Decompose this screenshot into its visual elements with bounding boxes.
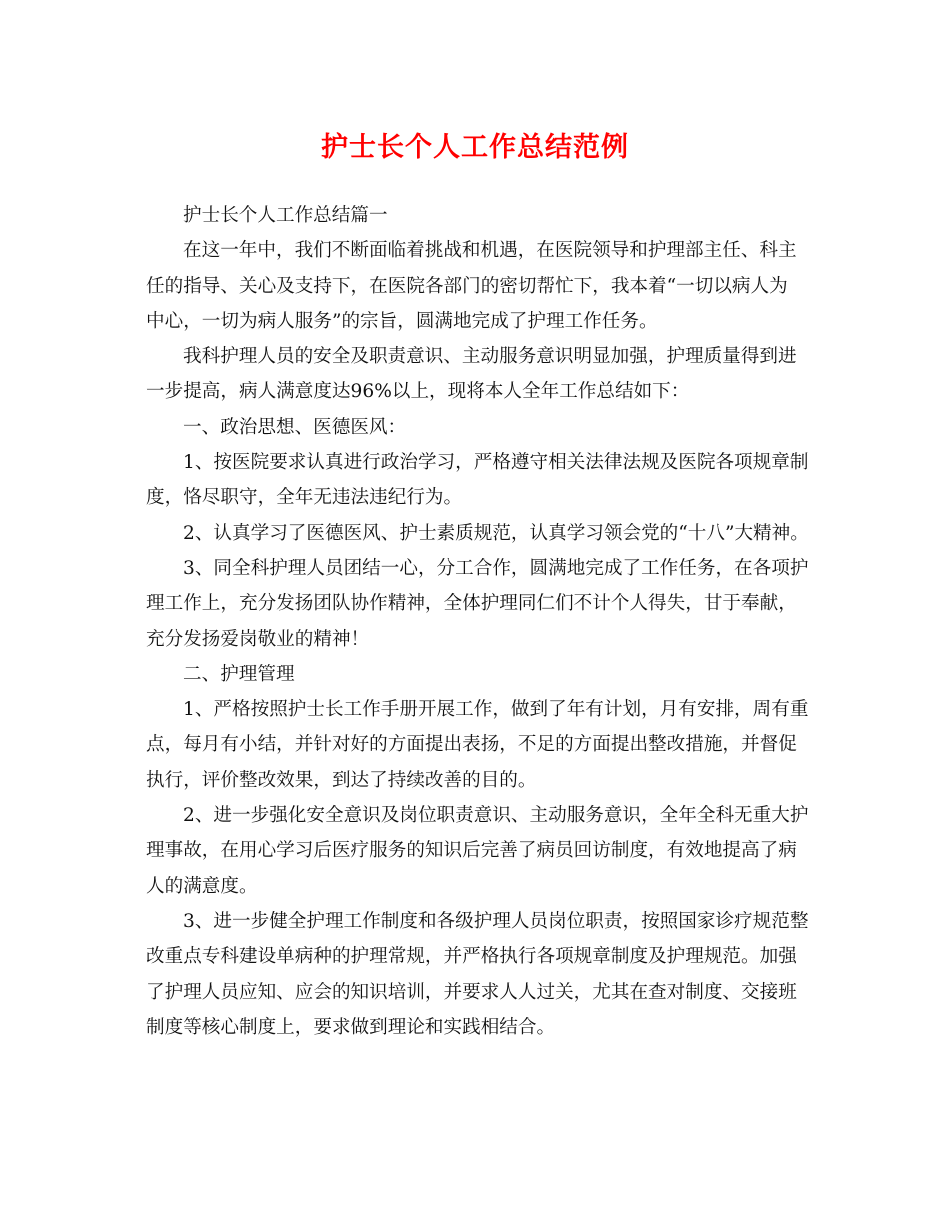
text-line: 我科护理人员的安全及职责意识、主动服务意识明显加强，护理质量得到进 bbox=[183, 346, 797, 368]
text-line: 了护理人员应知、应会的知识培训，并要求人人过关，尤其在查对制度、交接班 bbox=[146, 981, 797, 1003]
text-line: 理工作上，充分发扬团队协作精神，全体护理同仁们不计个人得失，甘于奉献， bbox=[146, 593, 797, 615]
text-line: 制度等核心制度上，要求做到理论和实践相结合。 bbox=[146, 1016, 556, 1038]
text-line: 一步提高，病人满意度达96%以上，现将本人全年工作总结如下： bbox=[146, 381, 690, 403]
text-line: 一、政治思想、医德医风： bbox=[183, 416, 407, 438]
text-line: 点，每月有小结，并针对好的方面提出表扬，不足的方面提出整改措施，并督促 bbox=[146, 734, 797, 756]
text-line: 二、护理管理 bbox=[183, 663, 295, 685]
text-line: 2、认真学习了医德医风、护士素质规范，认真学习领会党的“十八”大精神。 bbox=[183, 522, 809, 544]
text-line: 3、进一步健全护理工作制度和各级护理人员岗位职责，按照国家诊疗规范整 bbox=[183, 910, 809, 932]
text-line: 理事故，在用心学习后医疗服务的知识后完善了病员回访制度，有效地提高了病 bbox=[146, 840, 797, 862]
document-title: 护士长个人工作总结范例 bbox=[321, 132, 629, 163]
text-line: 中心，一切为病人服务”的宗旨，圆满地完成了护理工作任务。 bbox=[146, 310, 658, 332]
text-line: 人的满意度。 bbox=[146, 875, 258, 897]
text-line: 3、同全科护理人员团结一心，分工合作，圆满地完成了工作任务，在各项护 bbox=[183, 557, 809, 579]
text-line: 在这一年中，我们不断面临着挑战和机遇，在医院领导和护理部主任、科主 bbox=[183, 240, 797, 262]
text-line: 1、严格按照护士长工作手册开展工作，做到了年有计划，月有安排，周有重 bbox=[183, 699, 809, 721]
document-body bbox=[146, 198, 816, 1045]
text-line: 2、进一步强化安全意识及岗位职责意识、主动服务意识，全年全科无重大护 bbox=[183, 805, 809, 827]
text-line: 护士长个人工作总结篇一 bbox=[183, 205, 388, 226]
text-line: 执行，评价整改效果，到达了持续改善的目的。 bbox=[146, 769, 537, 791]
text-line: 改重点专科建设单病种的护理常规，并严格执行各项规章制度及护理规范。加强 bbox=[146, 946, 797, 968]
text-line: 度，恪尽职守，全年无违法违纪行为。 bbox=[146, 487, 463, 509]
text-line: 充分发扬爱岗敬业的精神！ bbox=[146, 628, 370, 650]
text-line: 任的指导、关心及支持下，在医院各部门的密切帮忙下，我本着“一切以病人为 bbox=[146, 275, 788, 297]
text-line: 1、按医院要求认真进行政治学习，严格遵守相关法律法规及医院各项规章制 bbox=[183, 452, 809, 474]
